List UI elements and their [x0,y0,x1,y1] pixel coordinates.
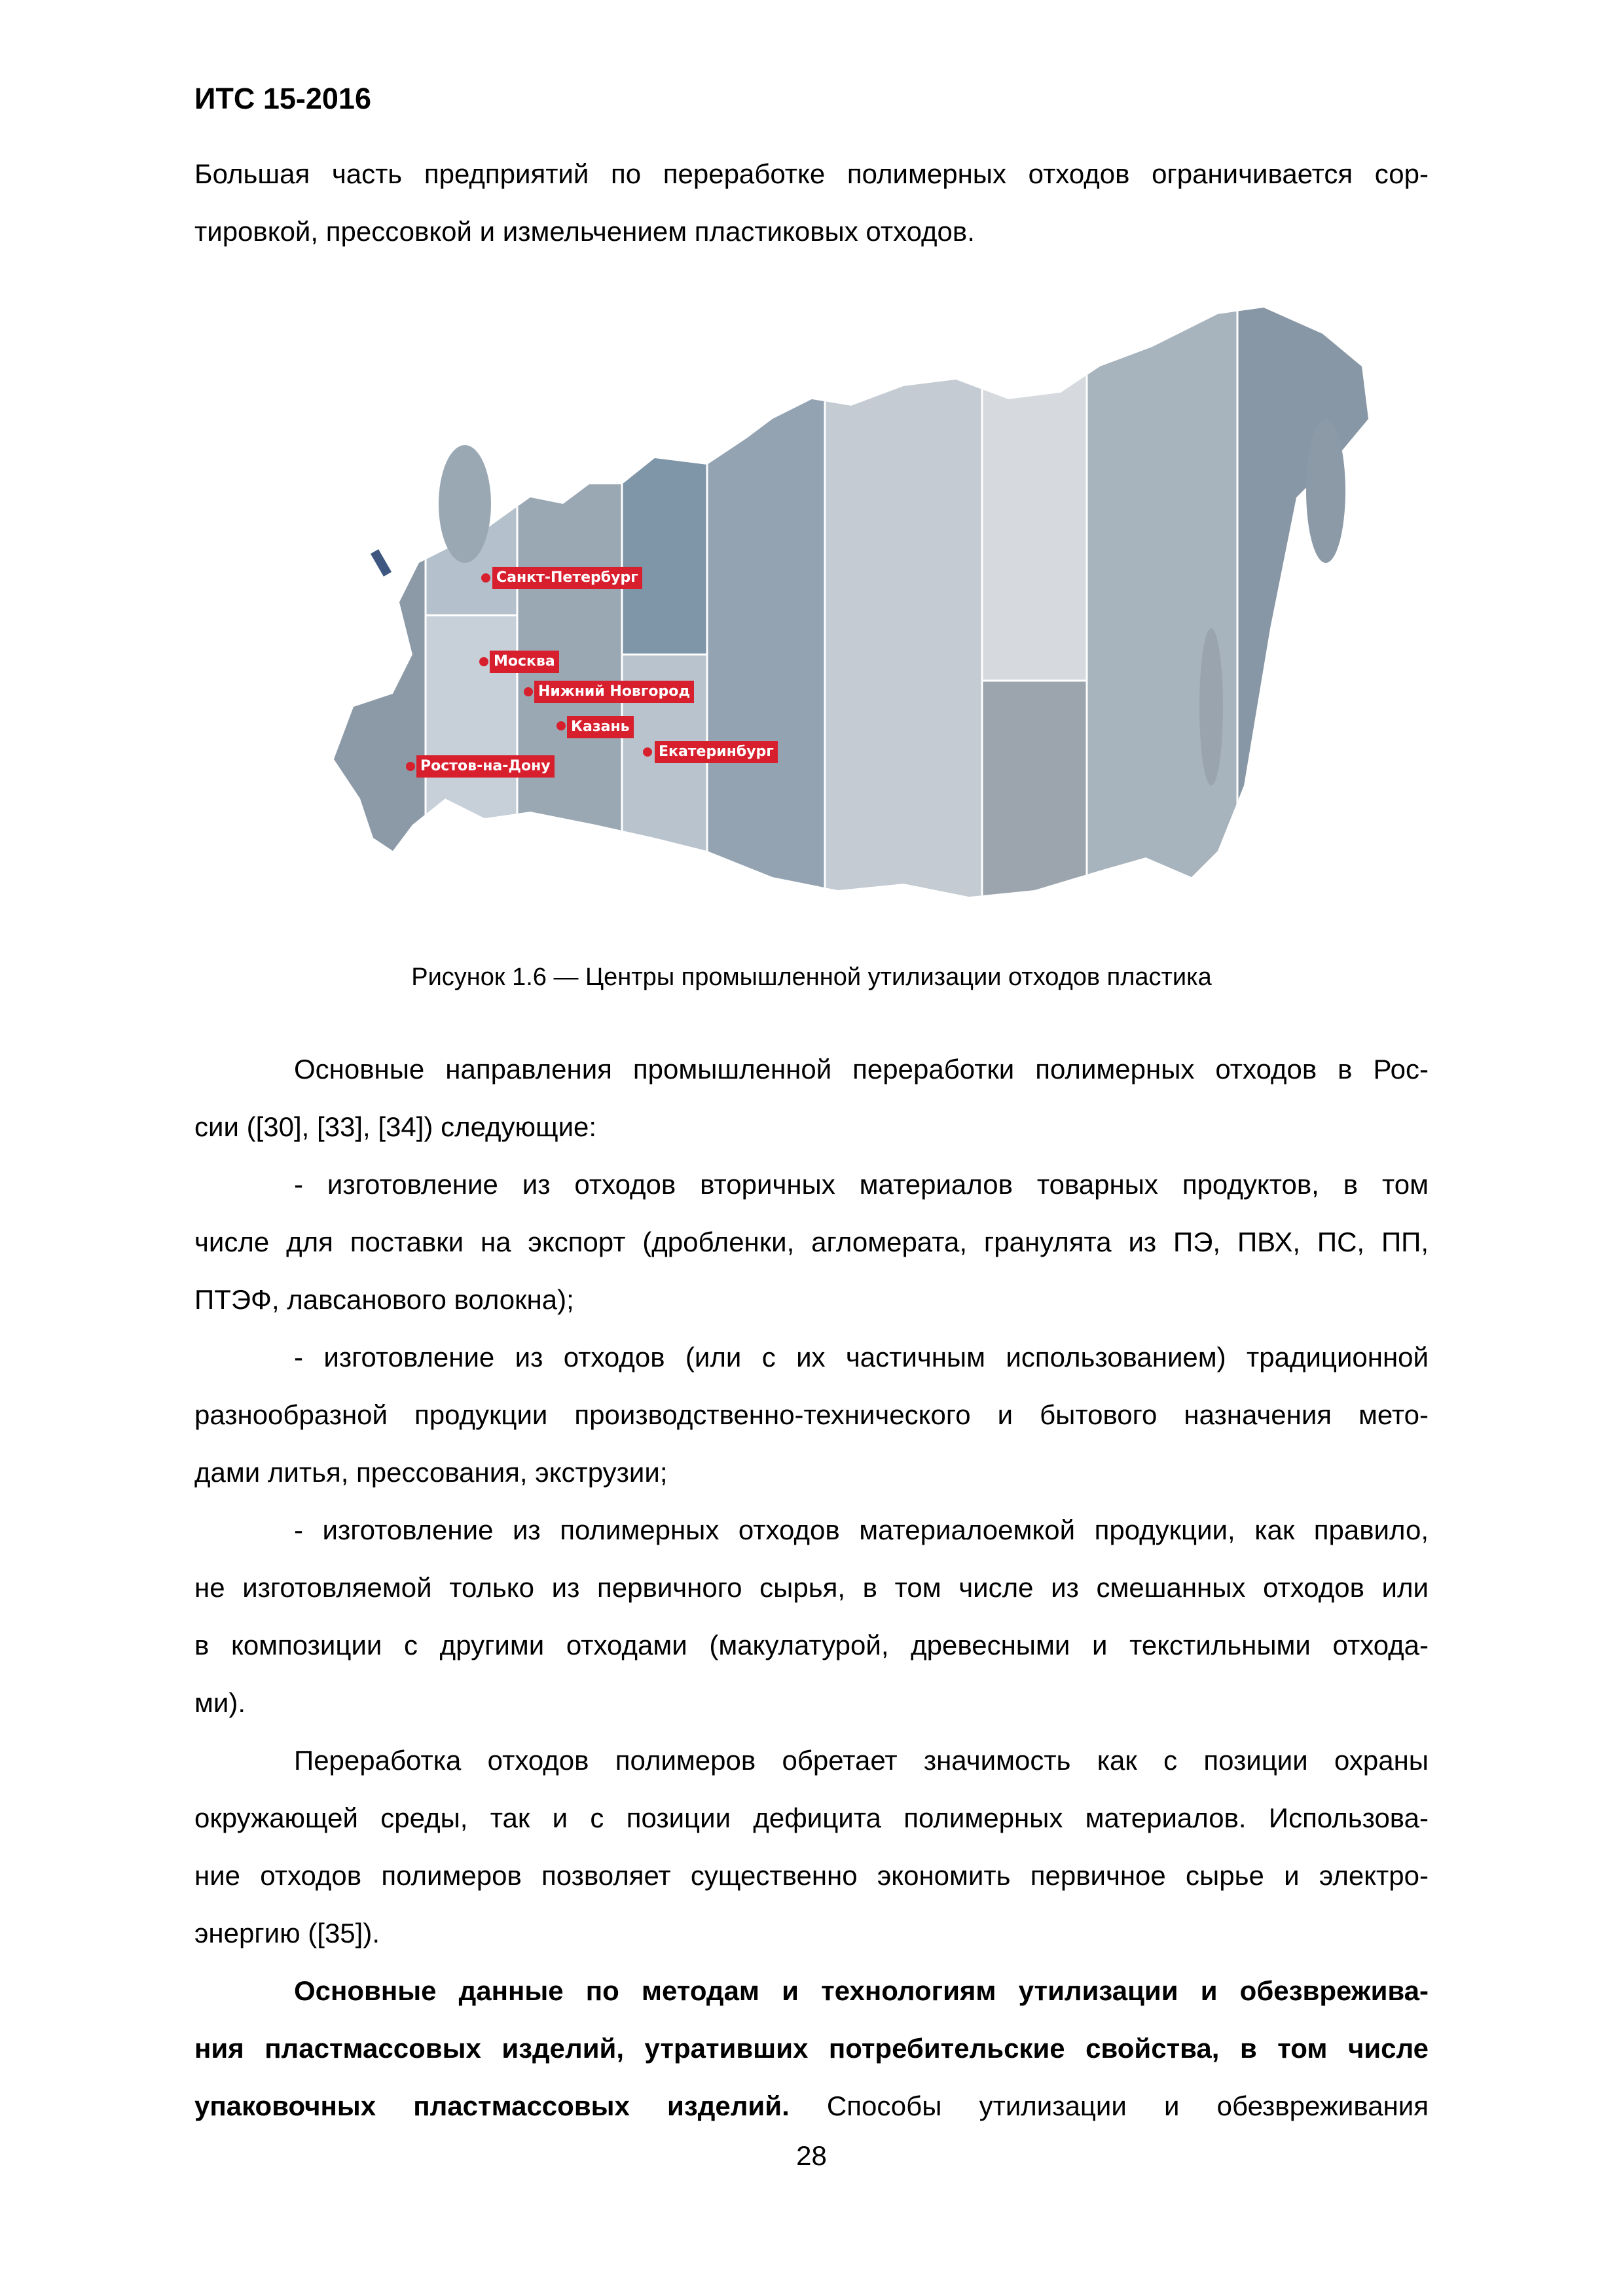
document-header: ИТС 15-2016 [194,82,371,115]
list-item-line: - изготовление из отходов вторичных материалов товарных продуктов, в том [294,1169,1429,1200]
city-label: Екатеринбург [655,741,778,763]
city-dot [556,721,566,730]
russia-map [314,288,1388,929]
city-label: Москва [490,651,559,673]
text-line: Большая часть предприятий по переработке полимерных отходов ограничивается сор- [194,158,1429,189]
city-label: Казань [567,716,634,738]
city-dot [481,573,490,583]
text-line [194,2077,1429,2135]
city-dot [479,657,488,666]
text-line: ПТЭФ, лавсанового волокна); [194,1284,574,1315]
text-line: в композиции с другими отходами (макулатурой, древесными и текстильными отхода- [194,1630,1429,1660]
text-line: ние отходов полимеров позволяет существенно экономить первичное сырье и электро- [194,1860,1429,1891]
city-label: Ростов-на-Дону [416,755,555,778]
text-line: Основные направления промышленной переработки полимерных отходов в Рос- [294,1054,1429,1085]
intro-paragraph [194,145,1429,260]
text-line: ми). [194,1687,246,1718]
bold-text: упаковочных пластмассовых изделий. [194,2090,790,2121]
body-text [194,1041,1429,2135]
text-line: энергию ([35]). [194,1918,380,1948]
city-dot [406,762,415,771]
text-fragment: Способы утилизации и обезвреживания [826,2090,1429,2121]
figure-caption: Рисунок 1.6 — Центры промышленной утилизации отходов пластика [411,963,1212,991]
text-line: Переработка отходов полимеров обретает значимость как с позиции охраны [294,1745,1429,1776]
city-dot [643,747,652,757]
city-label: Нижний Новгород [534,681,694,703]
bold-text: Основные данные по методам и технологиям утилизации и обезврежива- [294,1975,1429,2006]
bold-text: ния пластмассовых изделий, утративших потребительские свойства, в том числе [194,2033,1429,2064]
city-dot [524,687,533,696]
text-line: сии ([30], [33], [34]) следующие: [194,1111,597,1142]
city-label: Санкт-Петербург [492,567,642,589]
text-line: тировкой, прессовкой и измельчением пластиковых отходов. [194,216,975,247]
list-item-line: - изготовление из полимерных отходов материалоемкой продукции, как правило, [294,1515,1429,1545]
text-line: разнообразной продукции производственно-технического и бытового назначения мето- [194,1399,1429,1430]
text-line: окружающей среды, так и с позиции дефицита полимерных материалов. Использова- [194,1803,1429,1833]
text-line: числе для поставки на экспорт (дробленки, агломерата, гранулята из ПЭ, ПВХ, ПС, ПП, [194,1227,1429,1257]
text-line: не изготовляемой только из первичного сырья, в том числе из смешанных отходов или [194,1572,1429,1603]
text-line: дами литья, прессования, экструзии; [194,1457,668,1488]
text-line [194,2020,1429,2077]
text-line [194,1962,1429,2020]
list-item-line: - изготовление из отходов (или с их частичным использованием) традиционной [294,1342,1429,1372]
page-number: 28 [796,2140,827,2171]
